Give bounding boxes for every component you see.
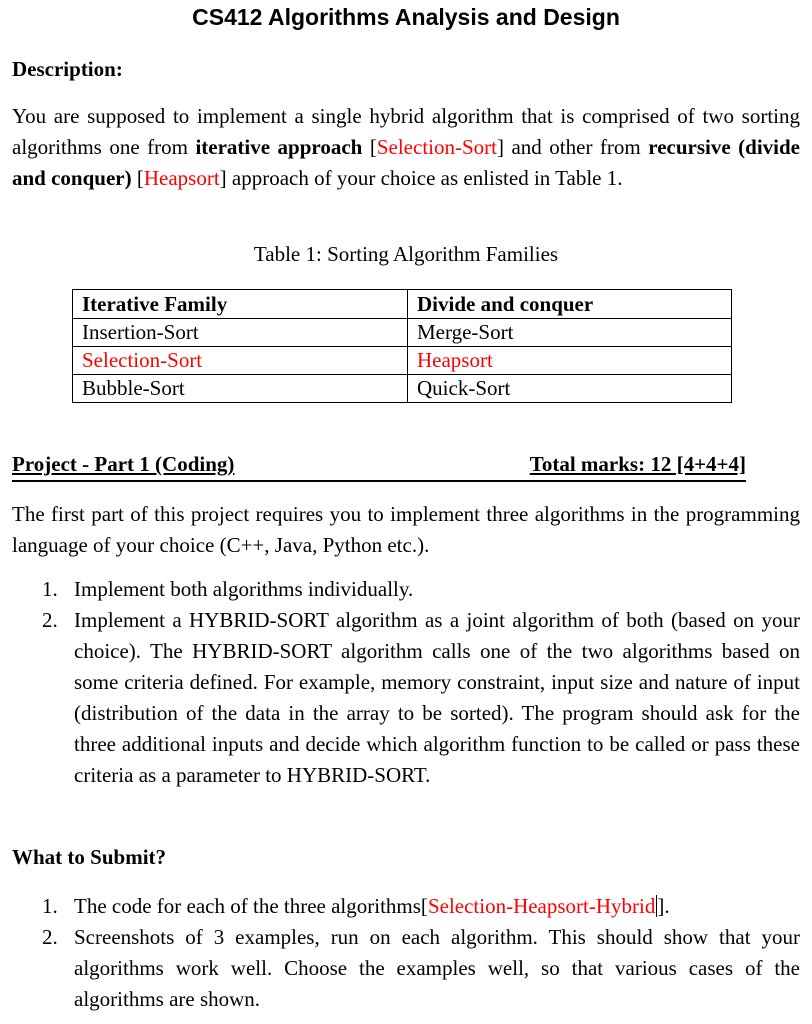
table-cell: Insertion-Sort <box>73 319 408 347</box>
table-cell: Merge-Sort <box>408 319 732 347</box>
table-caption: Table 1: Sorting Algorithm Families <box>253 242 559 266</box>
table-row <box>73 319 732 347</box>
total-marks: Total marks: 12 [4+4+4] <box>529 452 746 476</box>
project-intro: The first part of this project requires you to implement three algorithms in the programming language of your choice (C++, Java, Python etc.). <box>12 502 800 557</box>
list-item-number: 1. <box>42 894 58 918</box>
description-heading: Description: <box>12 57 123 81</box>
list-item <box>34 574 800 605</box>
list-item-text: Implement a HYBRID-SORT algorithm as a joint algorithm of both (based on your choice). The HYBRID-SORT algorithm calls one of the two algorithms based on some criteria defined. For example, memory constraint, input size and nature of input (distribution of the data in the array to be sorted). The program should ask for the three additional inputs and decide which algorithm function to be called or pass these criteria as a parameter to HYBRID-SORT. <box>74 608 800 787</box>
list-item-number: 2. <box>42 925 58 949</box>
table-row <box>73 375 732 403</box>
table-header-cell: Iterative Family <box>73 290 408 319</box>
project-part-heading-bar <box>12 452 746 482</box>
document-title: CS412 Algorithms Analysis and Design <box>192 4 620 30</box>
submit-list <box>34 891 800 1015</box>
description-bold-iterative: iterative approach <box>195 135 363 159</box>
description-paragraph <box>12 101 800 194</box>
list-item <box>34 891 800 922</box>
description-text: [ <box>362 135 377 159</box>
description-text: ] approach of your choice as enlisted in Table 1. <box>219 166 623 190</box>
table-cell: Bubble-Sort <box>73 375 408 403</box>
description-text: [ <box>131 166 144 190</box>
list-item-text: Screenshots of 3 examples, run on each algorithm. This should show that your algorithms work well. Choose the examples well, so that various cases of the algorithms are shown. <box>74 925 800 1011</box>
description-text: ] and other from <box>497 135 649 159</box>
list-item <box>34 605 800 791</box>
project-part-title: Project - Part 1 (Coding) <box>12 452 235 476</box>
sorting-families-table <box>72 289 732 403</box>
list-item <box>34 922 800 1015</box>
description-highlight-heapsort: Heapsort <box>143 166 220 190</box>
submit-heading: What to Submit? <box>12 845 167 869</box>
list-item-text: Implement both algorithms individually. <box>74 577 414 601</box>
description-bold-recursive: recursive (divide and conquer) <box>12 135 800 190</box>
description-text: You are supposed to implement a single hybrid algorithm that is comprised of two sorting algorithms one from <box>12 104 800 159</box>
table-cell-highlight: Selection-Sort <box>73 347 408 375</box>
table-header-cell: Divide and conquer <box>408 290 732 319</box>
list-item-highlight: Selection-Heapsort-Hybrid <box>427 894 656 918</box>
list-item-number: 2. <box>42 608 58 632</box>
list-item-text: ]. <box>657 894 670 918</box>
list-item-number: 1. <box>42 577 58 601</box>
table-header-row <box>73 290 732 319</box>
table-cell: Quick-Sort <box>408 375 732 403</box>
project-steps-list <box>34 574 800 791</box>
table-row <box>73 347 732 375</box>
list-item-text: The code for each of the three algorithms[ <box>74 894 428 918</box>
table-cell-highlight: Heapsort <box>408 347 732 375</box>
description-highlight-selection: Selection-Sort <box>376 135 497 159</box>
